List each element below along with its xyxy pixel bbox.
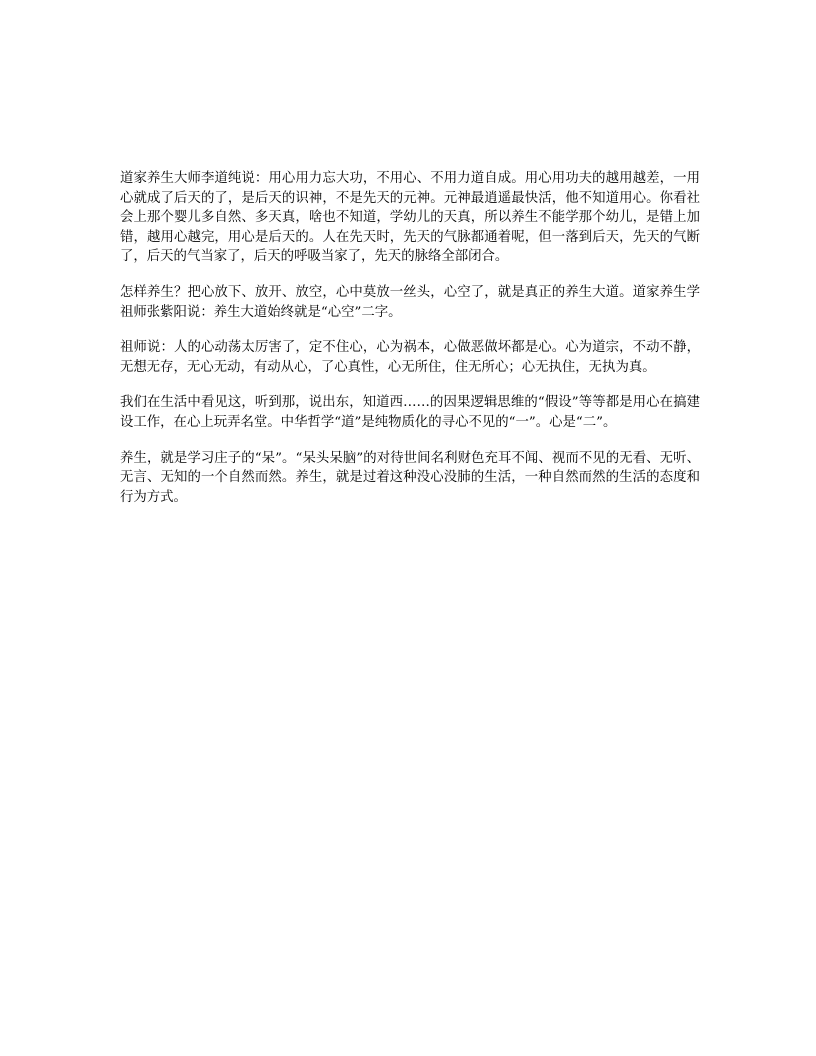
paragraph-3: 祖师说：人的心动荡太厉害了，定不住心，心为祸本，心做恶做坏都是心。心为道宗，不动不静，无想无存，无心无动，有动从心，了心真性，心无所住，住无所心；心无执住，无执为真。 bbox=[120, 340, 700, 375]
paragraph-5: 养生，就是学习庄子的“呆”。“呆头呆脑”的对待世间名利财色充耳不闻、视而不见的无看、无听、无言、无知的一个自然而然。养生，就是过着这种没心没肺的生活，一种自然而然的生活的态度和行为方式。 bbox=[120, 450, 700, 505]
document-body bbox=[120, 169, 700, 523]
paragraph-2: 怎样养生？把心放下、放开、放空，心中莫放一丝头，心空了，就是真正的养生大道。道家养生学祖师张紫阳说：养生大道始终就是“心空”二字。 bbox=[120, 284, 700, 320]
paragraph-4: 我们在生活中看见这，听到那，说出东，知道西……的因果逻辑思维的“假设”等等都是用心在搞建设工作，在心上玩弄名堂。中华哲学“道”是纯物质化的寻心不见的“一”。心是“二”。 bbox=[120, 395, 700, 430]
paragraph-1: 道家养生大师李道纯说：用心用力忘大功，不用心、不用力道自成。用心用功夫的越用越差，一用心就成了后天的了，是后天的识神，不是先天的元神。元神最逍遥最快活，他不知道用心。你看社会上那个婴儿多自然、多天真，啥也不知道，学幼儿的天真，所以养生不能学那个幼儿，是错上加错，越用心越完，用心是后天的。人在先天时，先天的气脉都通着呢，但一落到后天，先天的气断了，后天的气当家了，后天的呼吸当家了，先天的脉络全部闭合。 bbox=[120, 171, 700, 265]
